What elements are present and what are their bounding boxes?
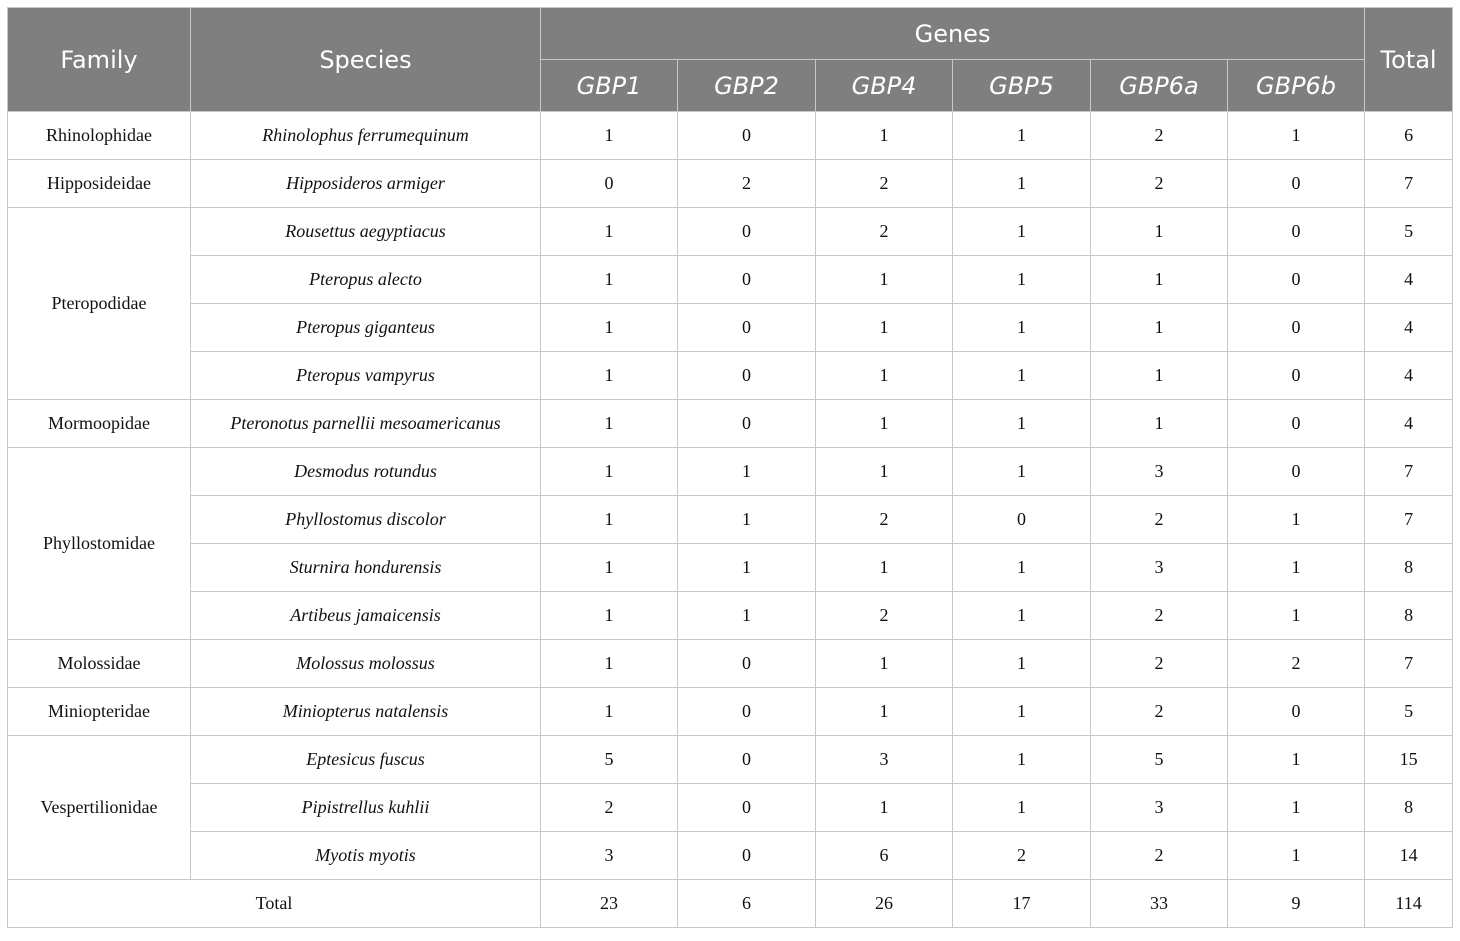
table-row (8, 352, 1453, 400)
gene-count-cell: 1 (541, 640, 678, 688)
gene-count-cell: 1 (816, 112, 953, 160)
gbp-gene-count-table (7, 7, 1453, 928)
gene-count-cell: 1 (953, 352, 1091, 400)
gene-count-cell: 2 (1228, 640, 1365, 688)
gene-count-cell: 0 (678, 400, 816, 448)
gene-count-cell: 0 (678, 688, 816, 736)
gene-count-cell: 1 (1091, 256, 1228, 304)
gene-count-cell: 2 (1091, 832, 1228, 880)
row-total-cell: 8 (1365, 544, 1453, 592)
table-header (8, 8, 1453, 112)
gene-count-cell: 1 (953, 640, 1091, 688)
gene-count-cell: 1 (1228, 736, 1365, 784)
gene-count-cell: 0 (1228, 304, 1365, 352)
gene-count-cell: 1 (1228, 832, 1365, 880)
species-column-header: Species (191, 8, 541, 112)
gene-count-cell: 1 (541, 304, 678, 352)
gene-count-cell: 0 (1228, 352, 1365, 400)
gene-count-cell: 0 (678, 832, 816, 880)
species-cell: Phyllostomus discolor (191, 496, 541, 544)
species-cell: Desmodus rotundus (191, 448, 541, 496)
gene-count-cell: 1 (1228, 544, 1365, 592)
gene-count-cell: 1 (541, 544, 678, 592)
gene-column-header: GBP4 (816, 60, 953, 112)
gene-count-cell: 1 (953, 784, 1091, 832)
table-row (8, 112, 1453, 160)
table-row (8, 640, 1453, 688)
gene-count-cell: 0 (1228, 688, 1365, 736)
gene-count-cell: 1 (678, 496, 816, 544)
row-total-cell: 8 (1365, 592, 1453, 640)
gene-count-cell: 3 (1091, 784, 1228, 832)
gene-count-cell: 1 (541, 688, 678, 736)
gene-count-cell: 1 (541, 400, 678, 448)
gene-count-cell: 6 (816, 832, 953, 880)
gene-count-cell: 2 (1091, 496, 1228, 544)
species-cell: Rousettus aegyptiacus (191, 208, 541, 256)
gene-count-cell: 1 (953, 736, 1091, 784)
gene-count-cell: 0 (678, 112, 816, 160)
gene-count-cell: 1 (1228, 496, 1365, 544)
gene-count-cell: 1 (541, 496, 678, 544)
row-total-cell: 7 (1365, 640, 1453, 688)
row-total-cell: 8 (1365, 784, 1453, 832)
gene-count-cell: 2 (816, 496, 953, 544)
gene-count-cell: 1 (816, 400, 953, 448)
gene-count-cell: 1 (953, 256, 1091, 304)
gene-count-cell: 1 (1091, 304, 1228, 352)
table-row (8, 256, 1453, 304)
totals-row (8, 880, 1453, 928)
species-cell: Molossus molossus (191, 640, 541, 688)
gene-count-cell: 1 (816, 304, 953, 352)
gene-count-cell: 1 (541, 448, 678, 496)
gene-count-cell: 0 (678, 208, 816, 256)
gene-count-cell: 1 (953, 448, 1091, 496)
gene-count-cell: 1 (541, 592, 678, 640)
row-total-cell: 14 (1365, 832, 1453, 880)
gene-count-cell: 0 (1228, 448, 1365, 496)
gene-column-header: GBP1 (541, 60, 678, 112)
gene-count-cell: 1 (678, 448, 816, 496)
gene-count-cell: 1 (953, 160, 1091, 208)
gene-count-cell: 1 (816, 640, 953, 688)
table-row (8, 448, 1453, 496)
table-row (8, 784, 1453, 832)
family-cell: Phyllostomidae (8, 448, 191, 640)
gene-count-cell: 0 (678, 304, 816, 352)
family-cell: Hipposideidae (8, 160, 191, 208)
gene-count-cell: 1 (541, 208, 678, 256)
species-cell: Sturnira hondurensis (191, 544, 541, 592)
row-total-cell: 15 (1365, 736, 1453, 784)
family-cell: Mormoopidae (8, 400, 191, 448)
gene-count-cell: 2 (816, 208, 953, 256)
gene-count-cell: 0 (541, 160, 678, 208)
gene-count-cell: 1 (541, 256, 678, 304)
gene-count-cell: 1 (953, 400, 1091, 448)
gene-count-cell: 1 (953, 592, 1091, 640)
gene-column-header: GBP6b (1228, 60, 1365, 112)
gene-count-cell: 1 (953, 208, 1091, 256)
row-total-cell: 4 (1365, 256, 1453, 304)
gene-count-cell: 2 (1091, 688, 1228, 736)
gene-count-cell: 1 (678, 592, 816, 640)
gene-count-cell: 2 (953, 832, 1091, 880)
gene-count-cell: 1 (816, 352, 953, 400)
species-cell: Hipposideros armiger (191, 160, 541, 208)
gene-count-cell: 5 (1091, 736, 1228, 784)
table-row (8, 208, 1453, 256)
species-cell: Pteropus giganteus (191, 304, 541, 352)
gene-column-header: GBP5 (953, 60, 1091, 112)
table-row (8, 592, 1453, 640)
family-cell: Molossidae (8, 640, 191, 688)
table-row (8, 496, 1453, 544)
row-total-cell: 7 (1365, 448, 1453, 496)
gene-count-cell: 1 (953, 112, 1091, 160)
gene-count-cell: 2 (816, 592, 953, 640)
table-body (8, 112, 1453, 928)
gene-count-cell: 1 (1228, 112, 1365, 160)
gene-count-cell: 0 (1228, 256, 1365, 304)
gene-count-cell: 2 (1091, 592, 1228, 640)
family-cell: Pteropodidae (8, 208, 191, 400)
species-cell: Pteronotus parnellii mesoamericanus (191, 400, 541, 448)
row-total-cell: 5 (1365, 208, 1453, 256)
gene-count-cell: 1 (1228, 784, 1365, 832)
gene-count-cell: 1 (953, 688, 1091, 736)
gene-count-cell: 2 (1091, 640, 1228, 688)
gene-total-cell: 17 (953, 880, 1091, 928)
species-cell: Pteropus alecto (191, 256, 541, 304)
gene-count-cell: 2 (1091, 160, 1228, 208)
gene-total-cell: 6 (678, 880, 816, 928)
species-cell: Pipistrellus kuhlii (191, 784, 541, 832)
row-total-cell: 5 (1365, 688, 1453, 736)
species-cell: Rhinolophus ferrumequinum (191, 112, 541, 160)
gene-count-cell: 1 (678, 544, 816, 592)
gene-count-cell: 1 (816, 688, 953, 736)
table-row (8, 400, 1453, 448)
table-row (8, 544, 1453, 592)
gene-count-cell: 2 (816, 160, 953, 208)
gene-total-cell: 9 (1228, 880, 1365, 928)
family-cell: Vespertilionidae (8, 736, 191, 880)
gene-count-cell: 2 (541, 784, 678, 832)
gene-count-cell: 0 (1228, 400, 1365, 448)
gene-count-cell: 1 (816, 784, 953, 832)
gene-count-cell: 1 (953, 304, 1091, 352)
grand-total-cell: 114 (1365, 880, 1453, 928)
family-cell: Rhinolophidae (8, 112, 191, 160)
row-total-cell: 4 (1365, 352, 1453, 400)
gene-count-cell: 1 (1091, 400, 1228, 448)
gene-count-cell: 2 (678, 160, 816, 208)
gene-total-cell: 26 (816, 880, 953, 928)
gene-count-cell: 1 (953, 544, 1091, 592)
gene-column-header: GBP6a (1091, 60, 1228, 112)
gene-count-cell: 2 (1091, 112, 1228, 160)
gene-count-cell: 0 (678, 352, 816, 400)
gene-count-cell: 5 (541, 736, 678, 784)
table-row (8, 832, 1453, 880)
gene-count-cell: 1 (1091, 208, 1228, 256)
gene-count-cell: 1 (816, 544, 953, 592)
row-total-cell: 7 (1365, 496, 1453, 544)
table-row (8, 688, 1453, 736)
gene-column-header: GBP2 (678, 60, 816, 112)
species-cell: Pteropus vampyrus (191, 352, 541, 400)
gene-count-cell: 0 (1228, 160, 1365, 208)
row-total-cell: 4 (1365, 304, 1453, 352)
gene-count-cell: 0 (953, 496, 1091, 544)
gene-count-cell: 0 (1228, 208, 1365, 256)
table-row (8, 160, 1453, 208)
gene-count-cell: 1 (541, 112, 678, 160)
family-column-header: Family (8, 8, 191, 112)
species-cell: Myotis myotis (191, 832, 541, 880)
gene-count-cell: 1 (816, 256, 953, 304)
gene-count-cell: 1 (816, 448, 953, 496)
species-cell: Artibeus jamaicensis (191, 592, 541, 640)
gene-count-cell: 3 (816, 736, 953, 784)
species-cell: Miniopterus natalensis (191, 688, 541, 736)
gene-count-cell: 0 (678, 736, 816, 784)
gene-count-cell: 3 (1091, 544, 1228, 592)
row-total-cell: 4 (1365, 400, 1453, 448)
gene-count-cell: 3 (1091, 448, 1228, 496)
totals-label: Total (8, 880, 541, 928)
gene-count-cell: 0 (678, 256, 816, 304)
table-row (8, 736, 1453, 784)
species-cell: Eptesicus fuscus (191, 736, 541, 784)
family-cell: Miniopteridae (8, 688, 191, 736)
gene-count-cell: 0 (678, 640, 816, 688)
total-column-header: Total (1365, 8, 1453, 112)
gene-count-cell: 3 (541, 832, 678, 880)
row-total-cell: 7 (1365, 160, 1453, 208)
gene-total-cell: 23 (541, 880, 678, 928)
gene-count-cell: 0 (678, 784, 816, 832)
gene-count-cell: 1 (1228, 592, 1365, 640)
genes-group-header: Genes (541, 8, 1365, 60)
gene-count-cell: 1 (1091, 352, 1228, 400)
gene-total-cell: 33 (1091, 880, 1228, 928)
row-total-cell: 6 (1365, 112, 1453, 160)
table-row (8, 304, 1453, 352)
gene-count-cell: 1 (541, 352, 678, 400)
